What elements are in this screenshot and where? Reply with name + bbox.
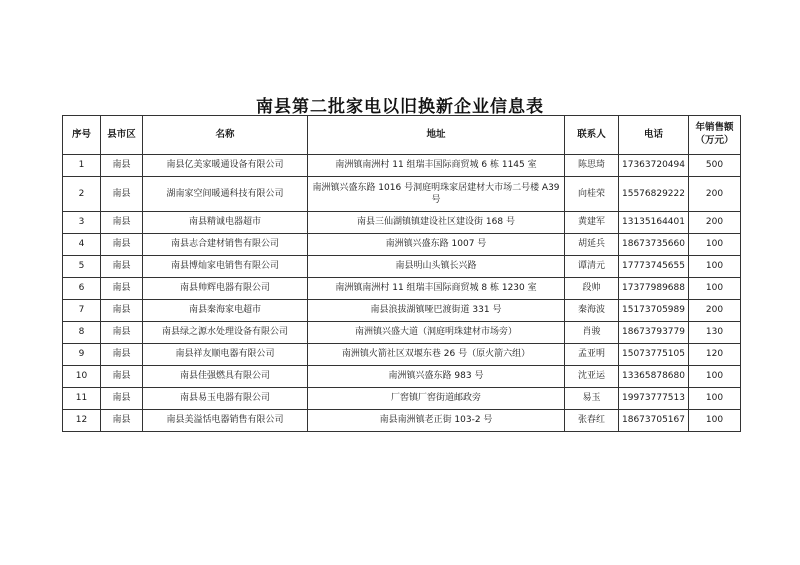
table-row xyxy=(63,410,741,432)
cell-name: 南县博灿家电销售有限公司 xyxy=(143,256,308,278)
cell-address: 南洲镇兴盛东路 983 号 xyxy=(308,366,565,388)
cell-county: 南县 xyxy=(101,212,143,234)
cell-name: 湖南家空间暖通科技有限公司 xyxy=(143,177,308,212)
cell-contact: 肖骏 xyxy=(565,322,619,344)
cell-name: 南县精诚电器超市 xyxy=(143,212,308,234)
cell-phone: 17377989688 xyxy=(619,278,689,300)
cell-phone: 15173705989 xyxy=(619,300,689,322)
cell-address: 南洲镇南洲村 11 组瑞丰国际商贸城 6 栋 1145 室 xyxy=(308,155,565,177)
cell-address: 南县明山头镇长兴路 xyxy=(308,256,565,278)
cell-sales: 100 xyxy=(689,234,741,256)
cell-name: 南县亿美家暖通设备有限公司 xyxy=(143,155,308,177)
table-row xyxy=(63,155,741,177)
cell-seq: 12 xyxy=(63,410,101,432)
cell-county: 南县 xyxy=(101,322,143,344)
table-row xyxy=(63,300,741,322)
table-row xyxy=(63,388,741,410)
cell-county: 南县 xyxy=(101,410,143,432)
header-seq: 序号 xyxy=(63,116,101,155)
cell-name: 南县帅辉电器有限公司 xyxy=(143,278,308,300)
cell-sales: 100 xyxy=(689,388,741,410)
cell-name: 南县秦海家电超市 xyxy=(143,300,308,322)
cell-name: 南县美溢恬电器销售有限公司 xyxy=(143,410,308,432)
cell-sales: 200 xyxy=(689,300,741,322)
cell-phone: 17363720494 xyxy=(619,155,689,177)
cell-phone: 18673705167 xyxy=(619,410,689,432)
cell-contact: 谭清元 xyxy=(565,256,619,278)
cell-phone: 15576829222 xyxy=(619,177,689,212)
cell-seq: 2 xyxy=(63,177,101,212)
cell-sales: 100 xyxy=(689,256,741,278)
header-phone: 电话 xyxy=(619,116,689,155)
cell-address: 南洲镇兴盛大道（洞庭明珠建材市场旁） xyxy=(308,322,565,344)
header-address: 地址 xyxy=(308,116,565,155)
cell-phone: 18673735660 xyxy=(619,234,689,256)
cell-name: 南县佳强燃具有限公司 xyxy=(143,366,308,388)
cell-sales: 200 xyxy=(689,177,741,212)
cell-seq: 9 xyxy=(63,344,101,366)
cell-address: 南洲镇南洲村 11 组瑞丰国际商贸城 8 栋 1230 室 xyxy=(308,278,565,300)
table-row xyxy=(63,278,741,300)
cell-sales: 100 xyxy=(689,278,741,300)
header-name: 名称 xyxy=(143,116,308,155)
cell-address: 南县浪拔湖镇哑巴渡街道 331 号 xyxy=(308,300,565,322)
cell-seq: 8 xyxy=(63,322,101,344)
cell-address: 南洲镇兴盛东路 1007 号 xyxy=(308,234,565,256)
cell-address: 南县南洲镇老正街 103-2 号 xyxy=(308,410,565,432)
cell-name: 南县志合建材销售有限公司 xyxy=(143,234,308,256)
cell-county: 南县 xyxy=(101,366,143,388)
cell-county: 南县 xyxy=(101,300,143,322)
cell-county: 南县 xyxy=(101,155,143,177)
cell-contact: 孟亚明 xyxy=(565,344,619,366)
table-row xyxy=(63,344,741,366)
cell-seq: 6 xyxy=(63,278,101,300)
cell-seq: 5 xyxy=(63,256,101,278)
table-row xyxy=(63,366,741,388)
cell-seq: 4 xyxy=(63,234,101,256)
cell-contact: 沈亚运 xyxy=(565,366,619,388)
cell-name: 南县易玉电器有限公司 xyxy=(143,388,308,410)
cell-contact: 黄建军 xyxy=(565,212,619,234)
cell-county: 南县 xyxy=(101,278,143,300)
cell-phone: 17773745655 xyxy=(619,256,689,278)
table-body xyxy=(63,155,741,432)
table-row xyxy=(63,177,741,212)
cell-phone: 13365878680 xyxy=(619,366,689,388)
cell-address: 厂窖镇厂窖街道邮政旁 xyxy=(308,388,565,410)
cell-county: 南县 xyxy=(101,234,143,256)
header-contact: 联系人 xyxy=(565,116,619,155)
cell-seq: 10 xyxy=(63,366,101,388)
cell-contact: 张春红 xyxy=(565,410,619,432)
cell-seq: 11 xyxy=(63,388,101,410)
cell-sales: 120 xyxy=(689,344,741,366)
header-sales: 年销售额（万元） xyxy=(689,116,741,155)
cell-sales: 200 xyxy=(689,212,741,234)
cell-contact: 向桂荣 xyxy=(565,177,619,212)
page-title: 南县第二批家电以旧换新企业信息表 xyxy=(256,97,544,117)
cell-county: 南县 xyxy=(101,344,143,366)
cell-address: 南洲镇兴盛东路 1016 号洞庭明珠家居建材大市场二号楼 A39 号 xyxy=(308,177,565,212)
cell-seq: 1 xyxy=(63,155,101,177)
table-row xyxy=(63,256,741,278)
cell-county: 南县 xyxy=(101,388,143,410)
cell-county: 南县 xyxy=(101,177,143,212)
header-county: 县市区 xyxy=(101,116,143,155)
cell-contact: 段帅 xyxy=(565,278,619,300)
cell-sales: 130 xyxy=(689,322,741,344)
cell-contact: 陈思琦 xyxy=(565,155,619,177)
cell-phone: 15073775105 xyxy=(619,344,689,366)
cell-seq: 3 xyxy=(63,212,101,234)
cell-seq: 7 xyxy=(63,300,101,322)
cell-phone: 18673793779 xyxy=(619,322,689,344)
cell-address: 南县三仙湖镇镇建设社区建设街 168 号 xyxy=(308,212,565,234)
table-header-row xyxy=(63,116,741,155)
cell-contact: 秦海波 xyxy=(565,300,619,322)
cell-sales: 100 xyxy=(689,366,741,388)
cell-phone: 13135164401 xyxy=(619,212,689,234)
cell-name: 南县祥友顺电器有限公司 xyxy=(143,344,308,366)
enterprise-table xyxy=(62,115,741,432)
cell-county: 南县 xyxy=(101,256,143,278)
table-row xyxy=(63,322,741,344)
table-row xyxy=(63,234,741,256)
cell-sales: 100 xyxy=(689,410,741,432)
cell-address: 南洲镇火箭社区双堰东巷 26 号（原火箭六组） xyxy=(308,344,565,366)
cell-sales: 500 xyxy=(689,155,741,177)
cell-name: 南县绿之源水处理设备有限公司 xyxy=(143,322,308,344)
cell-contact: 胡延兵 xyxy=(565,234,619,256)
cell-phone: 19973777513 xyxy=(619,388,689,410)
cell-contact: 易玉 xyxy=(565,388,619,410)
table-row xyxy=(63,212,741,234)
